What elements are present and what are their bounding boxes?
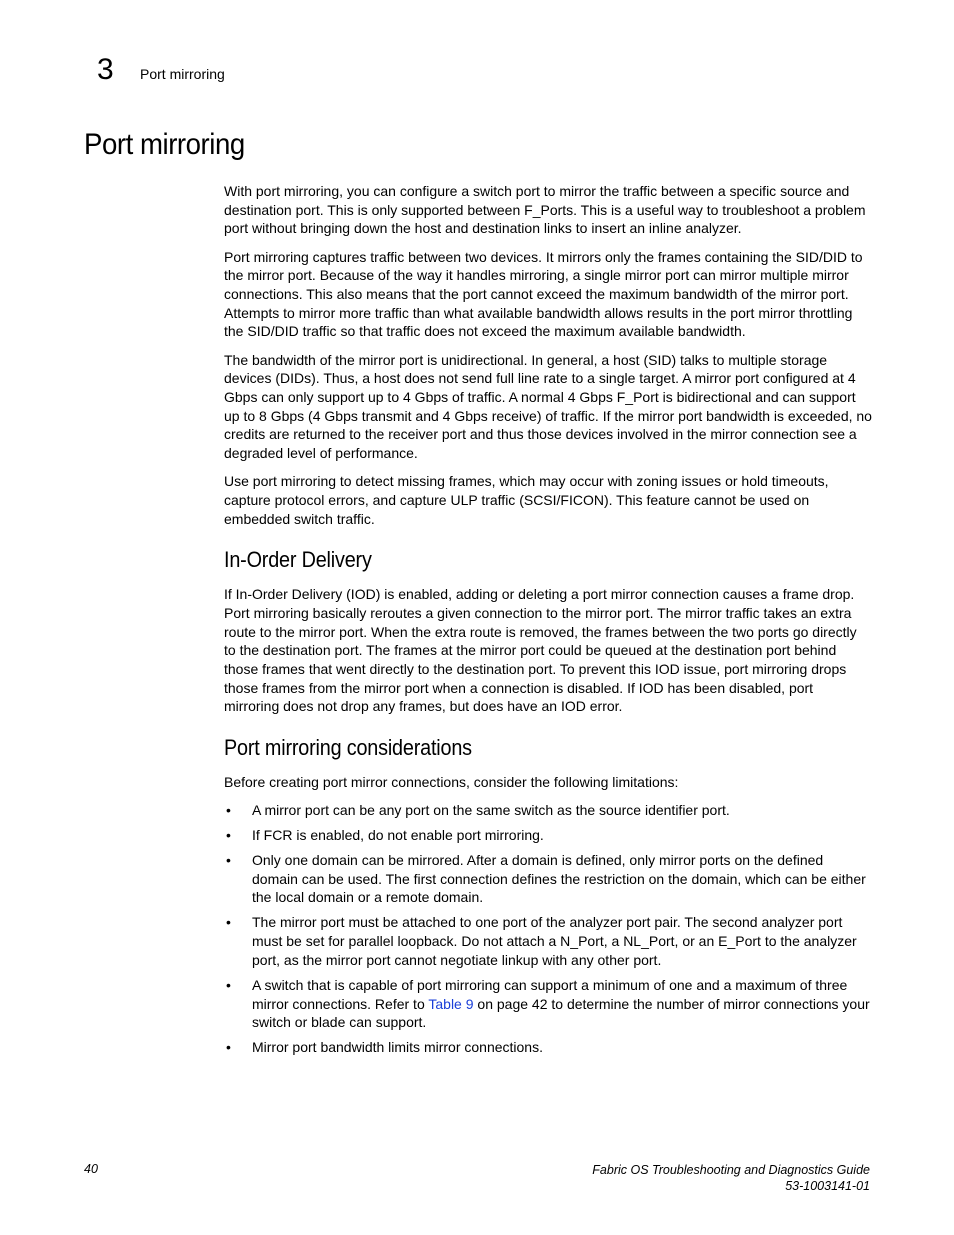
considerations-intro: Before creating port mirror connections, consider the following limitations: (224, 773, 679, 790)
iod-paragraph: If In-Order Delivery (IOD) is enabled, adding or deleting a port mirror connection causes a frame drop. Port mirroring basically reroutes a given connection to the mirror port. The mirror traffic takes an extra route to the mirror port. When the extra route is removed, the frames between the two ports go directly to the destination port. The frames at the mirror port could be queued at the destination port behind those frames that went directly to the destination port. To prevent this IOD issue, port mirroring drops those frames from the mirror port when a connection is disabled. If IOD has been disabled, port mirroring does not drop any frames, but does have an IOD error. (224, 586, 857, 715)
footer-book-title: Fabric OS Troubleshooting and Diagnostics Guide (592, 1163, 870, 1177)
list-item: • If FCR is enabled, do not enable port mirroring. (226, 826, 544, 843)
chapter-title: Port mirroring (140, 66, 225, 82)
bullet-icon: • (226, 914, 231, 931)
section-heading-considerations: Port mirroring considerations (224, 735, 472, 761)
section-heading-iod: In-Order Delivery (224, 547, 372, 573)
list-item: • Mirror port bandwidth limits mirror connections. (226, 1039, 543, 1056)
intro-paragraph-3: The bandwidth of the mirror port is unidirectional. In general, a host (SID) talks to multiple storage devices (DIDs). Thus, a host does not send full line rate to a single target. A mirror port configured at 4 Gbps can only support up to 4 Gbps of traffic. A normal 4 Gbps F_Port is bidirectional and can support up to 8 Gbps (4 Gbps transmit and 4 Gbps receive) of traffic. If the mirror port bandwidth is exceeded, no credits are returned to the receiver port and thus those devices involved in the mirror connection see a degraded level of performance. (224, 351, 872, 462)
bullet-icon: • (226, 826, 231, 843)
page-title: Port mirroring (84, 128, 245, 161)
list-item: • A mirror port can be any port on the same switch as the source identifier port. (226, 801, 730, 818)
intro-paragraph-4: Use port mirroring to detect missing frames, which may occur with zoning issues or hold timeouts, capture protocol errors, and capture ULP traffic (SCSI/FICON). This feature cannot be used on embedded switch traffic. (224, 473, 829, 527)
footer-doc-number: 53-1003141-01 (785, 1179, 870, 1193)
list-item: • The mirror port must be attached to one port of the analyzer port pair. The second analyzer port must be set for parallel loopback. Do not attach a N_Port, a NL_Port, or an E_Port to the analyzer port, as the mirror port cannot negotiate linkup with any other port. (226, 914, 857, 968)
bullet-icon: • (226, 1039, 231, 1056)
table-9-link[interactable]: Table 9 (428, 995, 474, 1012)
intro-paragraph-2: Port mirroring captures traffic between two devices. It mirrors only the frames containing the SID/DID to the mirror port. Because of the way it handles mirroring, a single mirror port can mirror multiple mirror connections. This also means that the port cannot exceed the maximum bandwidth of the mirror port. Attempts to mirror more traffic than what available bandwidth allows results in the port mirror throttling the SID/DID traffic so that traffic does not exceed the maximum available bandwidth. (224, 248, 863, 340)
main-content (224, 182, 872, 1063)
bullet-icon: • (226, 801, 231, 818)
list-item: • A switch that is capable of port mirroring can support a minimum of one and a maximum of three mirror connections. Refer to Table 9 on page 42 to determine the number of mirror connections your switch or blade can support. (226, 976, 870, 1031)
list-item: • Only one domain can be mirrored. After a domain is defined, only mirror ports on the defined domain can be used. The first connection defines the restriction on the domain, which can be either the local domain or a remote domain. (226, 851, 866, 906)
footer-page-number: 40 (84, 1162, 98, 1176)
bullet-icon: • (226, 976, 231, 993)
intro-paragraph-1: With port mirroring, you can configure a switch port to mirror the traffic between a specific source and destination port. This is only supported between F_Ports. This is a useful way to troubleshoot a problem port without bringing down the host and destination links to insert an inline analyzer. (224, 183, 866, 237)
footer-book-info (592, 1162, 870, 1194)
considerations-list (224, 801, 872, 1057)
bullet-icon: • (226, 851, 231, 868)
chapter-number: 3 (97, 53, 114, 86)
